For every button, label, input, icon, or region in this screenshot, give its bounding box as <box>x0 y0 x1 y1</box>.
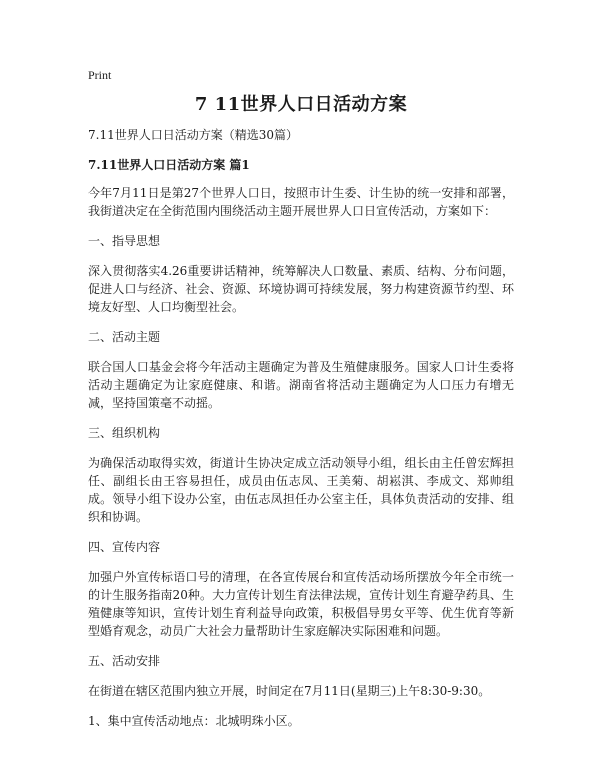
paragraph-activity-arrangement: 在街道在辖区范围内独立开展，时间定在7月11日(星期三)上午8:30-9:30。 <box>88 684 491 698</box>
paragraph-publicity-content: 加强户外宣传标语口号的清理，在各宣传展台和宣传活动场所摆放今年全市统一的计生服务指南20种。大力宣传计划生育法律法规，宣传计划生育避孕药具、生殖健康等知识，宣传计划生育利益导向政策，积极倡导男女平等、优生优育等新型婚育观念，动员广大社会力量帮助计生家庭解决实际困难和问题。 <box>88 570 514 638</box>
intro-paragraph: 今年7月11日是第27个世界人口日，按照市计生委、计生协的统一安排和部署，我街道决定在全街范围内围绕活动主题开展世界人口日宣传活动，方案如下： <box>88 186 514 218</box>
heading-activity-theme: 二、活动主题 <box>88 330 161 344</box>
paragraph-organization: 为确保活动取得实效，街道计生协决定成立活动领导小组，组长由主任曾宏辉担任、副组长由王容易担任，成员由伍志凤、王美菊、胡崧淇、李成文、郑帅组成。领导小组下设办公室，由伍志凤担任办公室主任，具体负责活动的安排、组织和协调。 <box>88 456 514 524</box>
heading-guiding-ideology: 一、指导思想 <box>88 234 161 248</box>
heading-activity-arrangement: 五、活动安排 <box>88 654 161 668</box>
activity-location-line: 1、集中宣传活动地点：北城明珠小区。 <box>88 714 300 728</box>
paragraph-guiding-ideology: 深入贯彻落实4.26重要讲话精神，统筹解决人口数量、素质、结构、分布问题，促进人口与经济、社会、资源、环境协调可持续发展，努力构建资源节约型、环境友好型、人口均衡型社会。 <box>88 264 514 314</box>
heading-publicity-content: 四、宣传内容 <box>88 540 161 554</box>
print-link[interactable]: Print <box>88 68 112 82</box>
document-page <box>88 66 514 742</box>
section-title: 7.11世界人口日活动方案 篇1 <box>88 158 250 172</box>
paragraph-activity-theme: 联合国人口基金会将今年活动主题确定为普及生殖健康服务。国家人口计生委将活动主题确定为让家庭健康、和谐。湖南省将活动主题确定为人口压力有增无减，坚持国策毫不动摇。 <box>88 360 514 410</box>
document-subtitle: 7.11世界人口日活动方案（精选30篇） <box>88 128 298 142</box>
document-title: 7 11世界人口日活动方案 <box>194 94 408 115</box>
heading-organization: 三、组织机构 <box>88 426 161 440</box>
